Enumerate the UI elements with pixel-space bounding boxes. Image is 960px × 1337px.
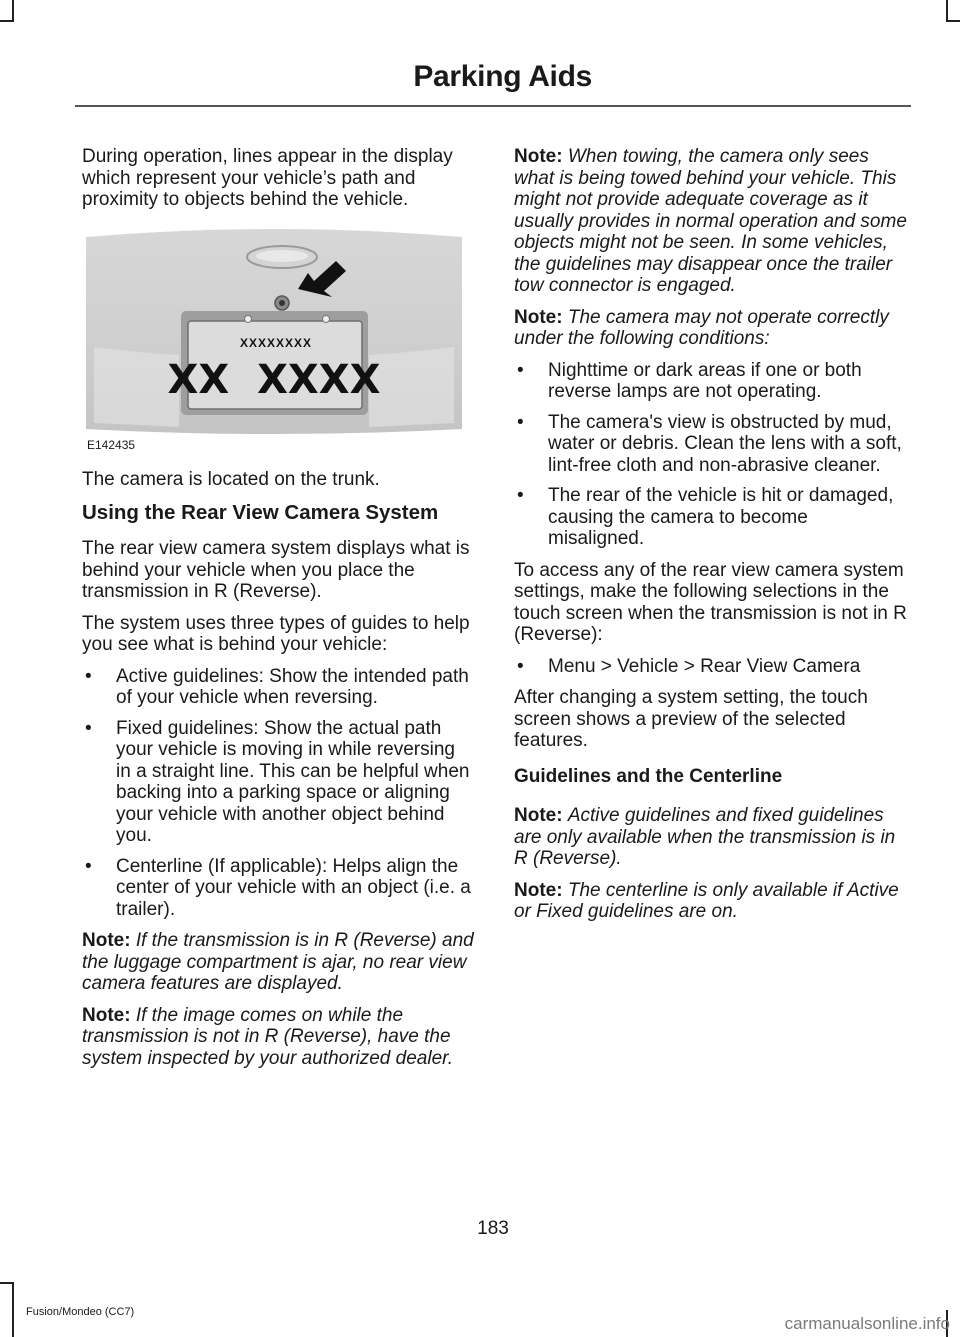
list-item: • Fixed guidelines: Show the actual path your vehicle is moving in while reversing in a straight line. This can be helpful when backing into a parking space or aligning your vehicle with another object behind you.	[82, 718, 475, 847]
note-text: If the transmission is in R (Reverse) and the luggage compartment is ajar, no rear view camera features are displayed.	[82, 930, 474, 994]
note-text: The centerline is only available if Active or Fixed guidelines are on.	[514, 879, 899, 922]
paragraph: The system uses three types of guides to help you see what is behind your vehicle:	[82, 612, 470, 655]
note-label: Note:	[514, 306, 563, 328]
crop-mark	[946, 20, 960, 22]
list-item: • The camera's view is obstructed by mud, water or debris. Clean the lens with a soft, lint-free cloth and non-abrasive cleaner.	[514, 412, 909, 477]
note	[82, 930, 475, 995]
plate-small-text: XXXXXXXX	[239, 335, 313, 350]
watermark-text: carmanualsonline.info	[784, 1314, 950, 1333]
note	[514, 146, 909, 297]
note-label: Note:	[514, 879, 563, 901]
crop-mark	[946, 0, 948, 22]
figure-caption: The camera is located on the trunk.	[82, 468, 380, 490]
right-column	[514, 146, 909, 933]
crop-mark	[12, 1282, 14, 1337]
paragraph: The rear view camera system displays what is behind your vehicle when you place the transmission in R (Reverse).	[82, 538, 470, 602]
note-label: Note:	[82, 1004, 131, 1026]
vehicle-model: Fusion/Mondeo (CC7)	[26, 1306, 135, 1318]
intro-paragraph: During operation, lines appear in the display which represent your vehicle’s path and proximity to objects behind the vehicle.	[82, 146, 453, 210]
left-column	[82, 146, 475, 1079]
note	[82, 1005, 475, 1070]
note-text: The camera may not operate correctly under the following conditions:	[514, 306, 889, 349]
page-title: Parking Aids	[413, 60, 592, 93]
header-divider	[75, 105, 911, 107]
crop-mark	[12, 0, 14, 22]
menu-path-list	[514, 656, 909, 678]
page-number: 183	[477, 1218, 509, 1239]
section-heading: Guidelines and the Centerline	[514, 765, 783, 787]
note-label: Note:	[514, 146, 563, 167]
guide-types-list	[82, 666, 475, 921]
note-label: Note:	[82, 930, 131, 951]
note-text: Active guidelines and fixed guidelines are only available when the transmission is in R (Reverse).	[514, 805, 896, 869]
crop-mark	[0, 20, 14, 22]
trunk-camera-illustration	[84, 227, 464, 442]
note-label: Note:	[514, 805, 563, 826]
list-item: • The rear of the vehicle is hit or damaged, causing the camera to become misaligned.	[514, 485, 909, 550]
list-item: • Menu > Vehicle > Rear View Camera	[514, 656, 909, 678]
section-heading: Using the Rear View Camera System	[82, 501, 439, 524]
list-item: • Nighttime or dark areas if one or both reverse lamps are not operating.	[514, 360, 909, 403]
plate-big-text: XX XXXX	[167, 356, 381, 403]
note	[514, 307, 909, 350]
figure-code: E142435	[87, 438, 136, 452]
note	[514, 880, 909, 923]
note-text: If the image comes on while the transmission is not in R (Reverse), have the system inspected by your authorized dealer.	[82, 1004, 454, 1069]
trunk-camera-figure	[84, 227, 464, 457]
note	[514, 805, 909, 870]
note-text: When towing, the camera only sees what is being towed behind your vehicle. This might not provide adequate coverage as it usually provides in normal operation and some objects might not be seen. In some vehicles, the guidelines may disappear once the trailer tow connector is engaged.	[514, 146, 907, 296]
list-item: • Active guidelines: Show the intended path of your vehicle when reversing.	[82, 666, 475, 709]
crop-mark	[0, 1282, 14, 1284]
paragraph: To access any of the rear view camera system settings, make the following selections in the touch screen when the transmission is not in R (Reverse):	[514, 559, 907, 645]
paragraph: After changing a system setting, the touch screen shows a preview of the selected features.	[514, 687, 868, 751]
list-item: • Centerline (If applicable): Helps align the center of your vehicle with an object (i.e. a trailer).	[82, 856, 475, 921]
conditions-list	[514, 360, 909, 550]
